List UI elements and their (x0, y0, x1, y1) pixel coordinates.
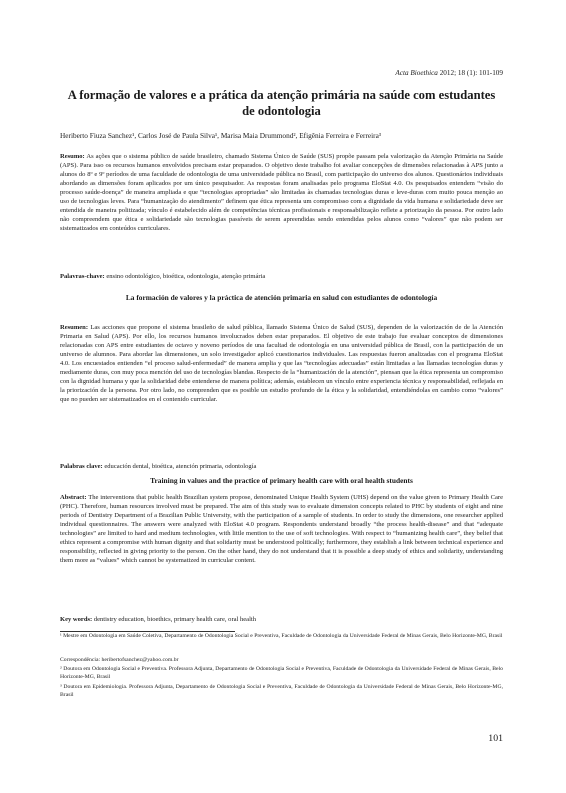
title-es: La formación de valores y la práctica de atención primaria en salud con estudiantes de odontología (125, 293, 438, 302)
abstract-pt-text: As ações que o sistema público de saúde brasileiro, chamado Sistema Único de Saúde (SUS) propõe passam pela valorização da Atenção Primária na Saúde (APS). Para isso os recursos humanos envolvidos precisam estar preparados. O objetivo deste trabalho foi avaliar concepções de dimensões relacionadas à APS junto a alunos do 8º e 9º períodos de uma faculdade de odontologia de uma universidade pública no Brasil, com participação do universo dos alunos. Questionários individuais abordando as dimensões foram aplicados por um único pesquisador. As respostas foram analisadas pelo programa EloStat 4.0. Os pesquisados entendem “visão do processo saúde-doença” de maneira ampliada e que “tecnologias apropriadas” são limitadas às chamadas tecnologias duras e leve-duras com muito pouca menção ao uso de tecnologias leves. Para “humanização do atendimento” definem que ética representa um compromisso com a dignidade da vida humana e solidariedade deve ser entendida de maneira politizada; vínculo é estabelecido além de competências técnicas profissionais e responsabilização reflete a priorização da pessoa. Por outro lado não compreendem que ética e solidariedade são tecnologias passíveis de serem apreendidas sendo entendidas pelos alunos como “valores” que não podem ser sistematizados em conteúdos curriculares. (60, 153, 503, 232)
journal-name: Acta Bioethica (395, 69, 438, 77)
footnote-2: ² Doutora em Odontologia Social e Preventiva. Professora Adjunta, Departamento de Odontologia Social e Preventiva, Faculdade de Odontologia da Universidade Federal de Minas Gerais, Belo Horizonte-MG, Brasil (60, 666, 503, 680)
volume-info: 2012; 18 (1): 101-109 (439, 69, 503, 77)
keywords-pt (60, 272, 503, 281)
running-head (395, 69, 503, 77)
author-list: Heriberto Fiuza Sanchez¹, Carlos José de Paula Silva¹, Marisa Maia Drummond², Efigênia Ferreira e Ferreira³ (60, 131, 381, 140)
abstract-en-label: Abstract: (60, 494, 87, 501)
keywords-pt-label: Palavras-chave: (60, 273, 105, 280)
abstract-es-text: Las acciones que propone el sistema brasileño de salud pública, llamado Sistema Único de Salud (SUS), dependen de la valorización de de la Atención Primaria en Salud (APS). Por ello, los recursos humanos involucrados deben estar preparados. El objetivo de este trabajo fue evaluar conceptos de dimensiones relacionadas con APS entre estudiantes de octavo y noveno períodos de una facultad de odontología en una universidad pública de Brasil, con la participación de un universo de alumnos. Para abordar las dimensiones, un solo investigador aplicó cuestionarios individuales. Las respuestas fueron analizadas con el programa EloStat 4.0. Los encuestados entienden “el proceso salud-enfermedad” de manera amplia y que las “tecnologías adecuadas” están limitadas a las llamadas tecnologías duras y mediamente duras, con muy poca mención del uso de tecnologías blandas. Respecto de la “humanización de la atención”, piensan que la ética representa un compromiso con la dignidad humana y que la solidaridad debe entenderse de manera política; además, establecen un vínculo entre experiencia técnica y responsabilidad, reflejada en la priorización de la persona. Por otro lado, no comprenden que es posible un estudio profundo de la ética y la solidaridad, entendiéndolas en cambio como “valores” que no pueden ser sistematizados en el contenido curricular. (60, 324, 503, 403)
keywords-es-label: Palabras clave: (60, 463, 103, 470)
abstract-en (60, 494, 503, 566)
abstract-pt (60, 153, 503, 234)
footnote-correspondence: Correspondência: heribertofsanchez@yahoo.com.br (60, 657, 179, 663)
article-title: A formação de valores e a prática da atenção primária na saúde com estudantes de odontologia (67, 88, 496, 118)
keywords-es-text: educación dental, bioética, atención primaria, odontología (104, 463, 257, 470)
keywords-en (60, 615, 503, 624)
keywords-en-label: Key words: (60, 616, 93, 623)
keywords-pt-text: ensino odontológico, bioética, odontologia, atenção primária (106, 273, 266, 280)
footnote-3: ³ Doutora em Epidemiologia. Professora Adjunta, Departamento de Odontologia Social e Preventiva, Faculdade de Odontologia da Universidade Federal de Minas Gerais, Belo Horizonte-MG, Brasil (60, 684, 503, 698)
title-en: Training in values and the practice of primary health care with oral health students (150, 476, 413, 485)
footnote-1: ¹ Mestre em Odontologia em Saúde Coletiva, Departamento de Odontologia Social e Preventiva, Faculdade de Odontologia da Universidade Federal de Minas Gerais, Belo Horizonte-MG, Brasil (60, 633, 503, 639)
abstract-en-text: The interventions that public health Brazilian system propose, denominated Unique Health System (UHS) depend on the value given to Primary Health Care (PHC). Therefore, human resources involved must be prepared. The aim of this study was to evaluate dimension concepts related to PHC by students of eight and nine periods of Dentistry Department of a Brazilian Public University, with the participation of a sample of students. In order to study the dimensions, one researcher applied individual questionnaires. The answers were analyzed with EloStat 4.0 program. Respondents understand broadly “the process health-disease” and that “adequate technologies” are limited to hard and medium technologies, with little mention to the use of soft technologies. With respect to “humanizing health care”, they belief that ethics represent a compromise with human dignity and that solidarity must be understood politically; furthermore, they establish a link between technical experience and responsibility, reflected in giving priority to the person. On the other hand, they do not understand that it is possible a deep study of ethics and solidarity, understanding them more as “values” which cannot be systematized in curricular content. (60, 494, 503, 564)
article-page (60, 0, 503, 793)
page-number: 101 (488, 733, 503, 744)
abstract-es (60, 324, 503, 405)
footnote-divider (60, 631, 235, 632)
abstract-es-label: Resumen: (60, 324, 89, 331)
keywords-en-text: dentistry education, bioethics, primary health care, oral health (93, 616, 256, 623)
keywords-es (60, 462, 503, 471)
abstract-pt-label: Resumo: (60, 153, 85, 160)
